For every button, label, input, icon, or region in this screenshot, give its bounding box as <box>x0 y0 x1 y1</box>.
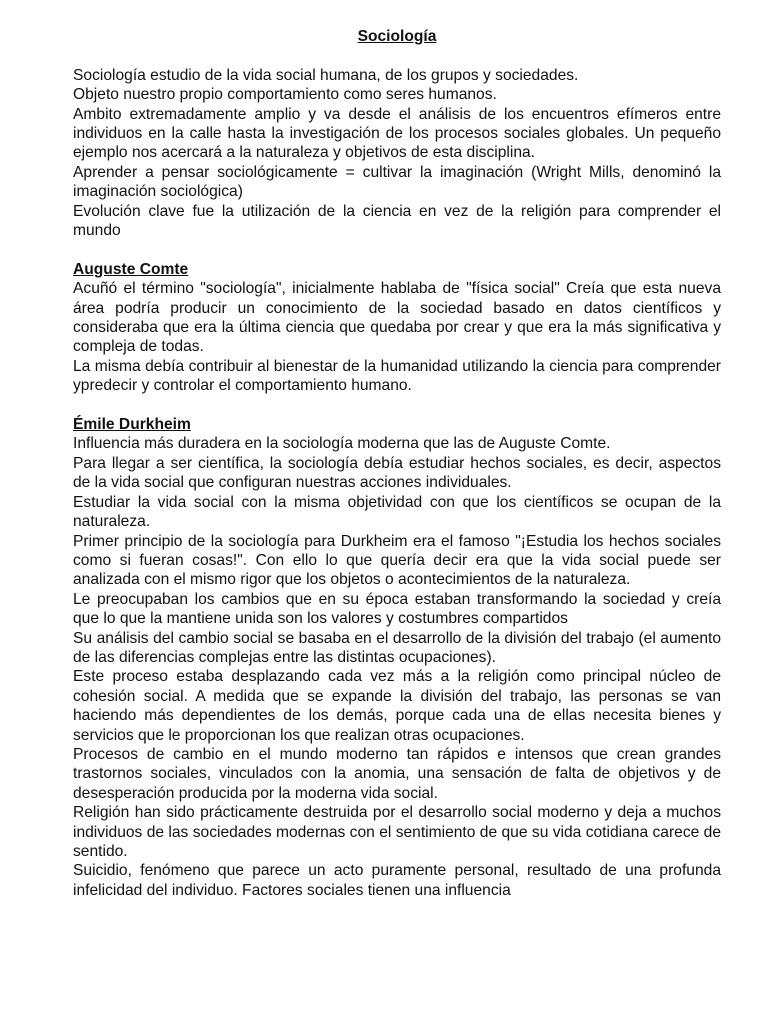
comte-section <box>73 260 721 396</box>
comte-paragraph: La misma debía contribuir al bienestar de la humanidad utilizando la ciencia para comprender ypredecir y controlar el comportamiento humano. <box>73 357 721 395</box>
section-heading-comte: Auguste Comte <box>73 260 189 278</box>
intro-section <box>73 66 721 241</box>
durkheim-paragraph: Le preocupaban los cambios que en su época estaban transformando la sociedad y creía que lo que la mantiene unida son los valores y costumbres compartidos <box>73 590 721 628</box>
durkheim-paragraph: Primer principio de la sociología para Durkheim era el famoso "¡Estudia los hechos sociales como si fueran cosas!". Con ello lo que quería decir era que la vida social puede ser analizada con el mismo rigor que los objetos o acontecimientos de la naturaleza. <box>73 532 721 589</box>
durkheim-paragraph: Suicidio, fenómeno que parece un acto puramente personal, resultado de una profunda infelicidad del individuo. Factores sociales tienen una influencia <box>73 862 721 899</box>
intro-paragraph: Objeto nuestro propio comportamiento como seres humanos. <box>73 86 497 104</box>
intro-paragraph: Sociología estudio de la vida social humana, de los grupos y sociedades. <box>73 66 579 84</box>
durkheim-paragraph: Religión han sido prácticamente destruida por el desarrollo social moderno y deja a muchos individuos de las sociedades modernas con el sentimiento de que su vida cotidiana carece de sentido. <box>73 804 721 861</box>
intro-paragraph: Aprender a pensar sociológicamente = cultivar la imaginación (Wright Mills, denominó la imaginación sociológica) <box>73 163 721 201</box>
document-page <box>73 24 721 920</box>
intro-paragraph: Ambito extremadamente amplio y va desde el análisis de los encuentros efímeros entre individuos en la calle hasta la investigación de los procesos sociales globales. Un pequeño ejemplo nos acercará a la naturaleza y objetivos de esta disciplina. <box>73 105 721 162</box>
durkheim-paragraph: Su análisis del cambio social se basaba en el desarrollo de la división del trabajo (el aumento de las diferencias complejas entre las distintas ocupaciones). <box>73 629 721 666</box>
intro-paragraph: Evolución clave fue la utilización de la ciencia en vez de la religión para comprender el mundo <box>73 202 721 240</box>
durkheim-paragraph: Influencia más duradera en la sociología moderna que las de Auguste Comte. <box>73 435 611 453</box>
durkheim-paragraph: Procesos de cambio en el mundo moderno tan rápidos e intensos que crean grandes trastornos sociales, vinculados con la anomia, una sensación de falta de objetivos y de desesperación producida por la moderna vida social. <box>73 745 721 802</box>
document-title: Sociología <box>357 28 437 45</box>
durkheim-paragraph: Estudiar la vida social con la misma objetividad con que los científicos se ocupan de la naturaleza. <box>73 493 721 531</box>
comte-paragraph: Acuñó el término "sociología", inicialmente hablaba de "física social" Creía que esta nueva área podría producir un conocimiento de la sociedad basado en datos científicos y consideraba que era la última ciencia que quedaba por crear y que era la más significativa y compleja de todas. <box>73 280 721 356</box>
durkheim-paragraph: Este proceso estaba desplazando cada vez más a la religión como principal núcleo de cohesión social. A medida que se expande la división del trabajo, las personas se van haciendo más dependientes de los demás, porque cada una de ellas necesita bienes y servicios que le proporcionan los que realizan otras ocupaciones. <box>73 668 721 744</box>
durkheim-section <box>73 415 721 900</box>
durkheim-paragraph: Para llegar a ser científica, la sociología debía estudiar hechos sociales, es decir, aspectos de la vida social que configuran nuestras acciones individuales. <box>73 454 721 492</box>
section-heading-durkheim: Émile Durkheim <box>73 416 191 434</box>
